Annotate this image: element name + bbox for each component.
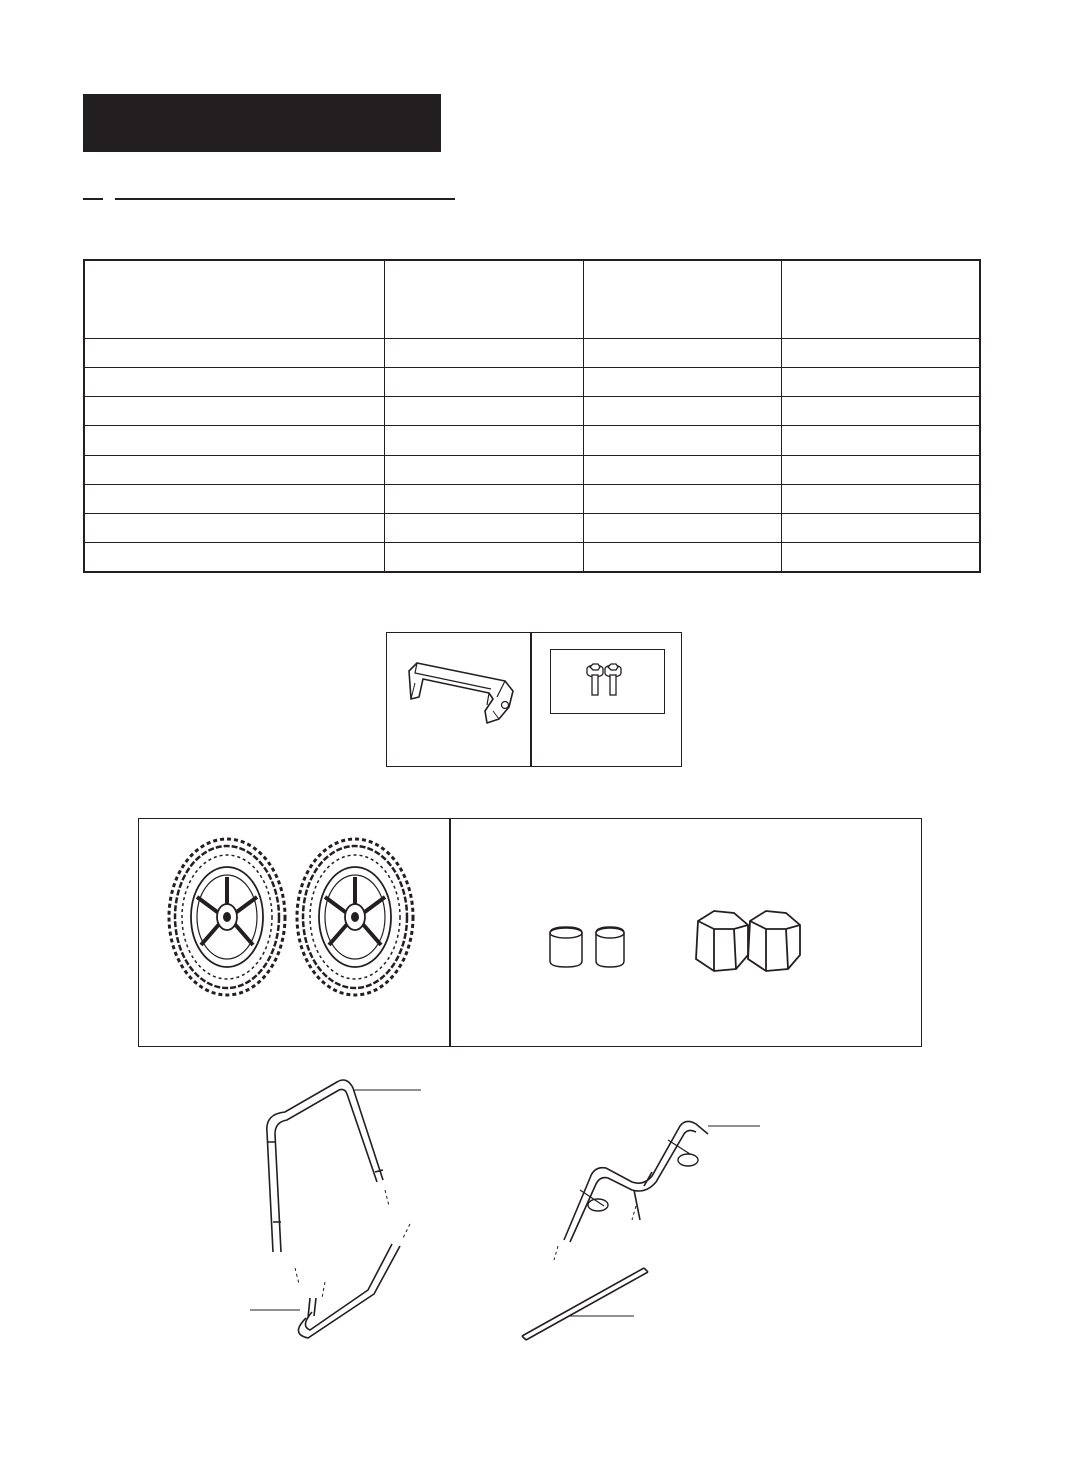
hardware-box bbox=[449, 818, 922, 1047]
table-cell bbox=[781, 513, 980, 542]
lower-handle-icon bbox=[250, 1218, 420, 1348]
bushing-icon bbox=[546, 925, 646, 969]
table-cell bbox=[384, 397, 583, 426]
table-cell bbox=[583, 426, 781, 455]
table-cell bbox=[84, 455, 384, 484]
subtitle-marker bbox=[83, 198, 103, 200]
table-cell bbox=[583, 368, 781, 397]
table-cell bbox=[583, 397, 781, 426]
table-cell bbox=[384, 542, 583, 572]
table-cell bbox=[84, 397, 384, 426]
control-handle-icon bbox=[540, 1110, 770, 1280]
table-cell bbox=[781, 484, 980, 513]
bolts-box bbox=[530, 632, 682, 767]
table-cell bbox=[781, 368, 980, 397]
table-header-row bbox=[84, 260, 980, 310]
table-row bbox=[84, 310, 980, 339]
carry-handle-box bbox=[386, 632, 532, 767]
hex-nut-icon bbox=[690, 909, 820, 973]
table-cell bbox=[781, 310, 980, 339]
table-cell bbox=[583, 513, 781, 542]
table-cell bbox=[384, 484, 583, 513]
table-header bbox=[84, 260, 384, 310]
table-row bbox=[84, 455, 980, 484]
table-cell bbox=[84, 310, 384, 339]
table-row bbox=[84, 484, 980, 513]
table-cell bbox=[384, 339, 583, 368]
rod-icon bbox=[518, 1264, 658, 1344]
table-cell bbox=[84, 484, 384, 513]
table-cell bbox=[384, 455, 583, 484]
table-cell bbox=[583, 310, 781, 339]
table-cell bbox=[84, 339, 384, 368]
table-row bbox=[84, 368, 980, 397]
table-cell bbox=[781, 339, 980, 368]
wheel-icon bbox=[161, 833, 431, 997]
table-row bbox=[84, 339, 980, 368]
table-row bbox=[84, 397, 980, 426]
table-cell bbox=[384, 513, 583, 542]
table-cell bbox=[781, 455, 980, 484]
section-title bbox=[83, 110, 97, 135]
table-cell bbox=[583, 484, 781, 513]
table-header bbox=[583, 260, 781, 310]
carry-handle-icon bbox=[401, 653, 521, 733]
section-title-bar bbox=[83, 94, 441, 152]
table-cell bbox=[583, 455, 781, 484]
table-header bbox=[384, 260, 583, 310]
table-cell bbox=[384, 310, 583, 339]
table-cell bbox=[84, 368, 384, 397]
table-cell bbox=[84, 542, 384, 572]
table-cell bbox=[781, 397, 980, 426]
table-cell bbox=[384, 368, 583, 397]
table-cell bbox=[583, 339, 781, 368]
table-cell bbox=[384, 426, 583, 455]
wheels-box bbox=[138, 818, 451, 1047]
subtitle-underline bbox=[115, 198, 455, 200]
table-row bbox=[84, 513, 980, 542]
table-row bbox=[84, 426, 980, 455]
table-cell bbox=[583, 542, 781, 572]
table-cell bbox=[84, 513, 384, 542]
table-cell bbox=[781, 426, 980, 455]
table-header bbox=[781, 260, 980, 310]
table-row bbox=[84, 542, 980, 572]
parts-table bbox=[83, 259, 981, 573]
table-cell bbox=[84, 426, 384, 455]
table-cell bbox=[781, 542, 980, 572]
flange-bolt-icon bbox=[583, 659, 633, 699]
